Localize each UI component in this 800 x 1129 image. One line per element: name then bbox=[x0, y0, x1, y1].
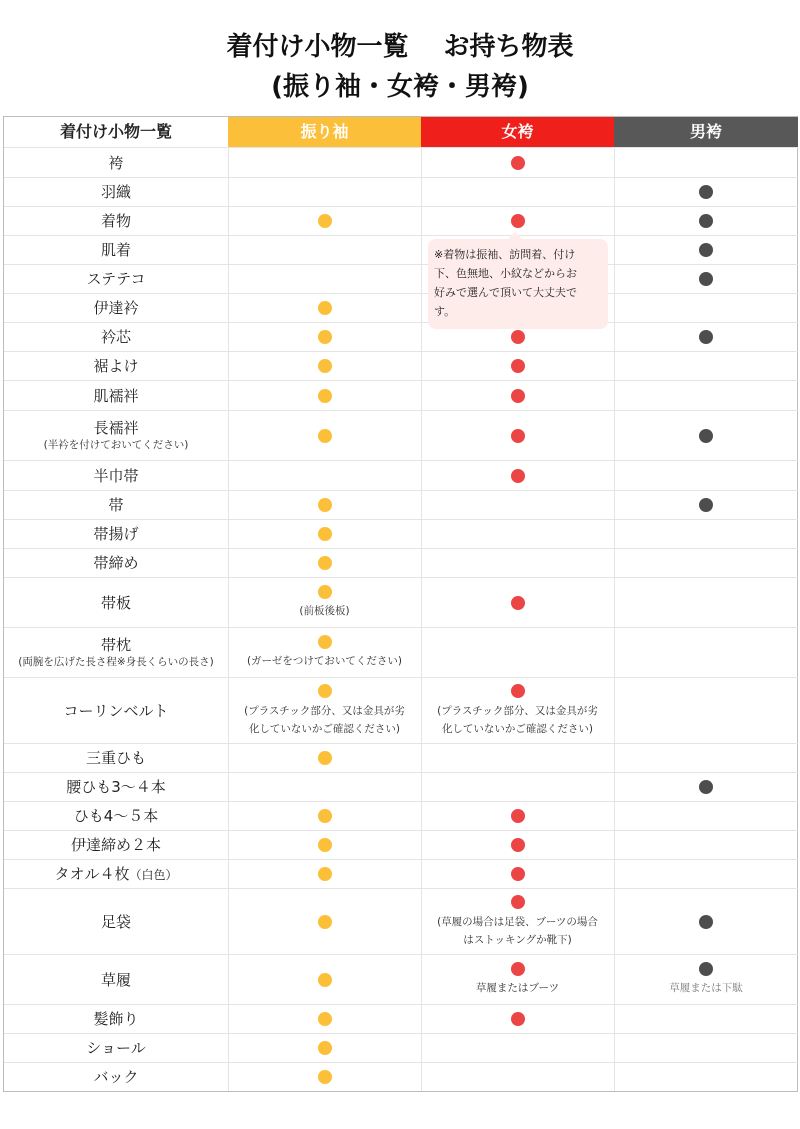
otoko-hakama-dot bbox=[699, 330, 713, 344]
item-name: ステテコ bbox=[86, 270, 146, 288]
onna-hakama-dot bbox=[511, 330, 525, 344]
otoko-hakama-dot bbox=[699, 243, 713, 257]
furisode-dot bbox=[318, 635, 332, 649]
furisode-dot bbox=[318, 867, 332, 881]
table-row bbox=[4, 743, 798, 772]
table-row bbox=[4, 801, 798, 830]
item-name: 帯 bbox=[108, 496, 124, 514]
item-name: 裾よけ bbox=[93, 357, 139, 375]
header-items: 着付け小物一覧 bbox=[4, 117, 228, 147]
table-row bbox=[4, 460, 798, 490]
item-name: 長襦袢 bbox=[93, 419, 139, 437]
table-row bbox=[4, 548, 798, 577]
furisode-dot bbox=[318, 684, 332, 698]
table-row bbox=[4, 1004, 798, 1033]
furisode-dot bbox=[318, 214, 332, 228]
furisode-dot bbox=[318, 751, 332, 765]
item-name: 羽織 bbox=[100, 183, 131, 201]
furisode-dot bbox=[318, 556, 332, 570]
kimono-note-tooltip bbox=[428, 239, 608, 329]
table-row bbox=[4, 293, 798, 322]
item-name: 肌着 bbox=[100, 241, 131, 259]
header-onna-hakama: 女袴 bbox=[421, 117, 614, 147]
item-name: 伊達締め２本 bbox=[70, 836, 161, 854]
table-row bbox=[4, 519, 798, 548]
table-row bbox=[4, 490, 798, 519]
item-subnote: (半衿を付けておいてください) bbox=[43, 439, 189, 451]
furisode-note bbox=[244, 702, 405, 738]
onna-hakama-dot bbox=[511, 429, 525, 443]
item-name: 草履 bbox=[100, 970, 131, 989]
furisode-dot bbox=[318, 330, 332, 344]
note-line: (プラスチック部分、又は金具が劣 bbox=[244, 704, 405, 717]
furisode-dot bbox=[318, 915, 332, 929]
item-name: 足袋 bbox=[100, 912, 131, 931]
furisode-dot bbox=[318, 1012, 332, 1026]
furisode-dot bbox=[318, 527, 332, 541]
furisode-dot bbox=[318, 359, 332, 373]
onna-hakama-note bbox=[437, 702, 598, 738]
onna-hakama-dot bbox=[511, 1012, 525, 1026]
otoko-hakama-dot bbox=[699, 214, 713, 228]
onna-hakama-dot bbox=[511, 838, 525, 852]
tooltip-line: 好みで選んで頂いて大丈夫で bbox=[434, 286, 577, 299]
table-row bbox=[4, 206, 798, 235]
tooltip-line: す。 bbox=[434, 305, 456, 318]
table-row bbox=[4, 351, 798, 380]
item-subnote: (両腕を広げた長さ程※身長くらいの長さ) bbox=[18, 656, 214, 668]
furisode-dot bbox=[318, 973, 332, 987]
table-row bbox=[4, 859, 798, 888]
onna-hakama-dot bbox=[511, 156, 525, 170]
furisode-dot bbox=[318, 809, 332, 823]
item-name: 半巾帯 bbox=[93, 466, 139, 485]
onna-hakama-dot bbox=[511, 895, 525, 909]
onna-hakama-dot bbox=[511, 469, 525, 483]
furisode-dot bbox=[318, 429, 332, 443]
note-line: (プラスチック部分、又は金具が劣 bbox=[437, 704, 598, 717]
header-furisode: 振り袖 bbox=[228, 117, 421, 147]
item-name-small: （白色） bbox=[129, 867, 178, 882]
item-name: 衿芯 bbox=[100, 328, 131, 346]
onna-hakama-dot bbox=[511, 596, 525, 610]
otoko-hakama-dot bbox=[699, 498, 713, 512]
table-row bbox=[4, 888, 798, 954]
otoko-hakama-dot bbox=[699, 185, 713, 199]
otoko-hakama-dot bbox=[699, 962, 713, 976]
note-line: 化していないかご確認ください) bbox=[248, 722, 401, 735]
otoko-hakama-dot bbox=[699, 272, 713, 286]
item-name: 伊達衿 bbox=[93, 299, 139, 317]
item-name: 三重ひも bbox=[85, 749, 146, 767]
item-name: 帯枕 bbox=[100, 636, 131, 654]
item-name: ひも4〜５本 bbox=[73, 807, 159, 825]
table-row bbox=[4, 1062, 798, 1091]
table-row bbox=[4, 235, 798, 264]
table-row bbox=[4, 577, 798, 627]
onna-hakama-dot bbox=[511, 389, 525, 403]
page-title: 着付け小物一覧 お持ち物表 bbox=[226, 32, 574, 62]
item-name-main: タオル４枚 bbox=[54, 864, 130, 883]
item-name: 袴 bbox=[108, 153, 124, 172]
onna-hakama-note: 草履またはブーツ bbox=[475, 982, 560, 994]
table-row bbox=[4, 322, 798, 351]
table-row bbox=[4, 380, 798, 410]
table-row bbox=[4, 177, 798, 206]
otoko-hakama-dot bbox=[699, 429, 713, 443]
item-name: 肌襦袢 bbox=[93, 386, 139, 405]
item-name: バック bbox=[93, 1068, 139, 1086]
furisode-dot bbox=[318, 1070, 332, 1084]
furisode-dot bbox=[318, 301, 332, 315]
note-line: 化していないかご確認ください) bbox=[441, 722, 594, 735]
tooltip-line: ※着物は振袖、訪問着、付け bbox=[434, 248, 576, 261]
onna-hakama-dot bbox=[511, 359, 525, 373]
item-name: コーリンベルト bbox=[63, 701, 169, 720]
onna-hakama-dot bbox=[511, 809, 525, 823]
item-name: 帯板 bbox=[100, 593, 131, 612]
onna-hakama-dot bbox=[511, 214, 525, 228]
note-line: (草履の場合は足袋、ブーツの場合 bbox=[437, 915, 598, 928]
onna-hakama-dot bbox=[511, 962, 525, 976]
furisode-dot bbox=[318, 1041, 332, 1055]
table-row bbox=[4, 954, 798, 1004]
furisode-note: (ガーゼをつけておいてください) bbox=[247, 655, 402, 667]
otoko-hakama-dot bbox=[699, 780, 713, 794]
furisode-dot bbox=[318, 389, 332, 403]
furisode-dot bbox=[318, 498, 332, 512]
page-subtitle: (振り袖・女袴・男袴) bbox=[271, 72, 529, 102]
furisode-dot bbox=[318, 838, 332, 852]
item-name: 帯締め bbox=[93, 554, 139, 572]
item-name: 腰ひも3〜４本 bbox=[66, 778, 166, 796]
item-name: ショール bbox=[86, 1039, 146, 1057]
table-row bbox=[4, 264, 798, 293]
item-name: 着物 bbox=[100, 212, 131, 230]
tooltip-line: 下、色無地、小紋などからお bbox=[434, 267, 577, 280]
table-row bbox=[4, 1033, 798, 1062]
onna-hakama-note bbox=[437, 913, 598, 949]
otoko-hakama-note: 草履または下駄 bbox=[669, 982, 743, 994]
items-table bbox=[3, 116, 798, 1092]
table-row bbox=[4, 627, 798, 677]
onna-hakama-dot bbox=[511, 684, 525, 698]
item-name: 髪飾り bbox=[93, 1010, 139, 1028]
table-row bbox=[4, 772, 798, 801]
header-otoko-hakama: 男袴 bbox=[614, 117, 798, 147]
furisode-dot bbox=[318, 585, 332, 599]
item-name: 帯揚げ bbox=[93, 525, 139, 543]
table-row bbox=[4, 830, 798, 859]
table-row bbox=[4, 410, 798, 460]
table-row bbox=[4, 147, 798, 177]
item-name bbox=[54, 864, 177, 885]
onna-hakama-dot bbox=[511, 867, 525, 881]
table-row bbox=[4, 677, 798, 743]
furisode-note: (前板後板) bbox=[299, 605, 350, 617]
note-line: はストッキングか靴下) bbox=[463, 933, 572, 946]
otoko-hakama-dot bbox=[699, 915, 713, 929]
